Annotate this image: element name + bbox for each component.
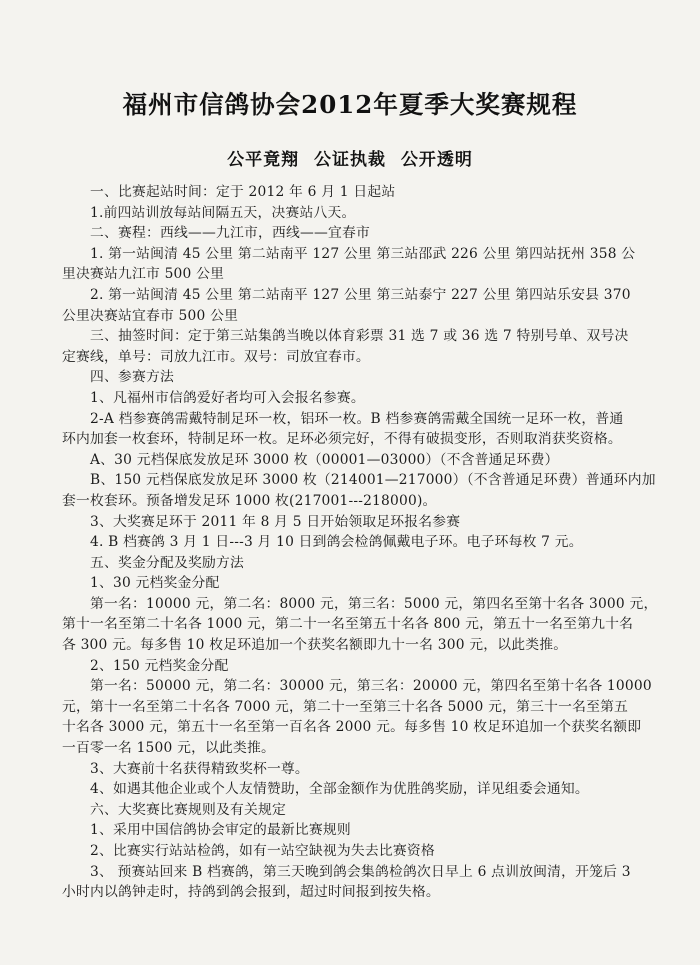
document-line: 四、参赛方法	[90, 369, 174, 386]
document-line: 十名各 3000 元，第五十一名至第一百名各 2000 元。每多售 10 枚足环追加一个获奖名额即	[62, 719, 642, 736]
document-line: 4. B 档赛鸽 3 月 1 日---3 月 10 日到鸽会检鸽佩戴电子环。电子环每枚 7 元。	[90, 534, 583, 551]
document-subtitle: 公平竟翔 公证执裁 公开透明	[227, 150, 473, 170]
document-line: 里决赛站九江市 500 公里	[62, 266, 225, 283]
document-line: 第一名：50000 元，第二名：30000 元，第三名：20000 元，第四名至第十名各 10000	[90, 678, 652, 695]
document-line: 五、奖金分配及奖励方法	[90, 554, 244, 571]
document-line: 小时内以鸽钟走时，持鸽到鸽会报到，超过时间报到按失格。	[62, 884, 440, 901]
document-line: 公里决赛站宜春市 500 公里	[62, 307, 239, 324]
document-line: 2-A 档参赛鸽需戴特制足环一枚，铝环一枚。B 档参赛鸽需戴全国统一足环一枚，普通	[90, 410, 624, 427]
document-line: B、150 元档保底发放足环 3000 枚（214001—217000）（不含普通足环费）普通环内加	[90, 472, 656, 489]
document-line: 1、采用中国信鸽协会审定的最新比赛规则	[90, 822, 351, 839]
document-line: 3、大赛前十名获得精致奖杯一尊。	[90, 760, 309, 777]
document-line: 1、30 元档奖金分配	[90, 575, 220, 592]
document-title: 福州市信鸽协会2012年夏季大奖赛规程	[122, 90, 578, 119]
document-line: 元，第十一名至第二十名各 7000 元，第二十一至第三十名各 5000 元，第三十一名至第五	[62, 698, 629, 715]
document-line: 一、比赛起站时间：定于 2012 年 6 月 1 日起站	[90, 184, 396, 200]
document-line: 套一枚套环。预备增发足环 1000 枚(217001---218000)。	[62, 492, 437, 509]
document-line: 2、150 元档奖金分配	[90, 657, 229, 674]
document-line: 环内加套一枚套环，特制足环一枚。足环必须完好，不得有破损变形，否则取消获奖资格。	[62, 431, 622, 448]
document-line: 1、凡福州市信鸽爱好者均可入会报名参赛。	[90, 389, 365, 406]
document-line: A、30 元档保底发放足环 3000 枚（00001—03000）（不含普通足环费）	[90, 451, 559, 468]
document-line: 1. 第一站闽清 45 公里 第二站南平 127 公里 第三站邵武 226 公里 第四站抚州 358 公	[90, 245, 636, 262]
document-line: 2. 第一站闽清 45 公里 第二站南平 127 公里 第三站泰宁 227 公里 第四站乐安县 370	[90, 286, 631, 303]
document-line: 3、 预赛站回来 B 档赛鸽，第三天晚到鸽会集鸽检鸽次日早上 6 点训放闽清，开笼后 3	[90, 863, 631, 880]
document-line: 定赛线，单号：司放九江市。双号：司放宜春市。	[62, 348, 370, 365]
document-line: 一百零一名 1500 元，以此类推。	[62, 740, 276, 757]
document-line: 三、抽签时间：定于第三站集鸽当晚以体育彩票 31 选 7 或 36 选 7 特别号单、双号决	[90, 328, 629, 345]
document-line: 2、比赛实行站站检鸽，如有一站空缺视为失去比赛资格	[90, 843, 435, 859]
document-line: 第十一名至第二十名各 1000 元，第二十一名至第五十名各 800 元，第五十一名至第九十名	[62, 616, 634, 633]
document-line: 各 300 元。每多售 10 枚足环追加一个获奖名额即九十一名 300 元，以此类推。	[62, 637, 568, 654]
document-line: 第一名：10000 元，第二名：8000 元，第三名：5000 元，第四名至第十名各 3000 元，	[90, 595, 658, 612]
document-line: 1.前四站训放每站间隔五天，决赛站八天。	[90, 204, 356, 221]
document-line: 六、大奖赛比赛规则及有关规定	[90, 801, 286, 818]
document-line: 二、赛程：西线——九江市，西线——宜春市	[90, 225, 370, 242]
document-body	[62, 182, 678, 903]
document-line: 3、大奖赛足环于 2011 年 8 月 5 日开始领取足环报名参赛	[90, 513, 461, 530]
document-line: 4、如遇其他企业或个人友情赞助，全部金额作为优胜鸽奖励，详见组委会通知。	[90, 781, 589, 798]
